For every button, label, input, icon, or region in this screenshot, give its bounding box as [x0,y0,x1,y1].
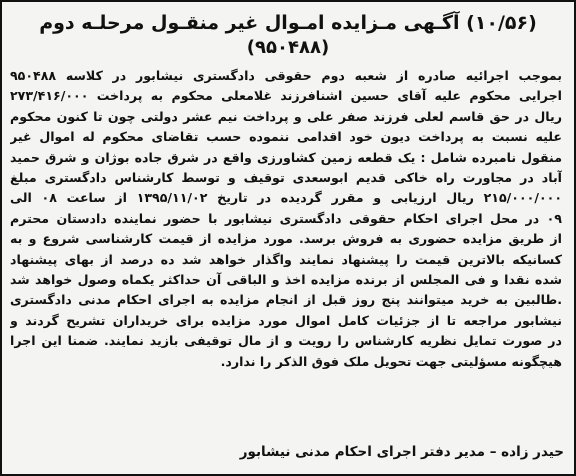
body-line: کسانیکه بالاترین قیمت را پیشنهاد نمایند واگذار خواهد شد ده درصد از بهای پیشنهاد [10,251,562,267]
body-line: از طریق مزایده حضوری به فروش برسد. مورد مزایده از قیمت کارشناسی شروع و به [10,231,562,247]
signature: حیدر زاده – مدیر دفتر اجرای احکام مدنی نیشابور [239,444,564,460]
body-line: نیشابور مراجعه تا از جزئیات کامل اموال مورد مزایده برای خریداران تشریح گردند و [10,312,562,328]
body-line: ۲۱۵/۰۰۰/۰۰۰ ریال ارزیابی و مقرر گردیده در تاریخ ۱۳۹۵/۱۱/۰۲ از ساعت ۰۸ الی [10,190,562,206]
body-line: ریال در حق قاسم لعلی فرزند صفر علی و پرداخت نیم عشر دولتی چون تا کنون محکوم [10,108,562,124]
notice-body [2,66,574,372]
body-line: شده نقدا و فی المجلس از برنده مزایده اخذ و الباقی آن حداکثر یکماه وصول خواهد شد [10,272,562,288]
body-line: آباد در مجاورت راه خاکی قدیم ابوسعدی توقیف و توسط کارشناس دادگستری مبلغ [10,170,562,186]
body-line: هیچگونه مسؤلیتی جهت تحویل ملک فوق الذکر را ندارد. [220,353,562,369]
body-line: منقول نامبرده شامل : یک قطعه زمین کشاورزی واقع در شرق جاده بوژان و شرق حمید [10,149,562,165]
body-line: در صورت تمایل نظریه کارشناس را رویت و از مال توقیفی بازید نمایند. ضمنا این اجرا [10,333,562,349]
notice-title: (۱۰/۵۶) آگـهی مـزایده امـوال غیر منقـول مرحلـه دوم [39,12,537,34]
body-line: بموجب اجرائیه صادره از شعبه دوم حقوقی دادگستری نیشابور در کلاسه ۹۵۰۴۸۸ [10,68,562,83]
body-line: اجرایی محکوم علیه آقای حسین اشنافرزند غلامعلی محکوم به پرداخت ۲۷۳/۴۱۶/۰۰۰ [10,88,562,104]
body-line: .طالبین به خرید میتوانند پنج روز قبل از انجام مزایده به اجرای احکام مدنی دادگستری [10,292,562,308]
file-number: (۹۵۰۴۸۸) [246,37,330,58]
top-border [2,0,574,2]
body-line: علیه نسبت به پرداخت دیون خود اقدامی ننموده حسب تقاضای محکوم له اموال غیر [10,129,562,145]
body-line: ۰۹ در محل اجرای احکام حقوقی دادگستری نیشابور با حضور نماینده دادستان محترم [10,210,562,226]
